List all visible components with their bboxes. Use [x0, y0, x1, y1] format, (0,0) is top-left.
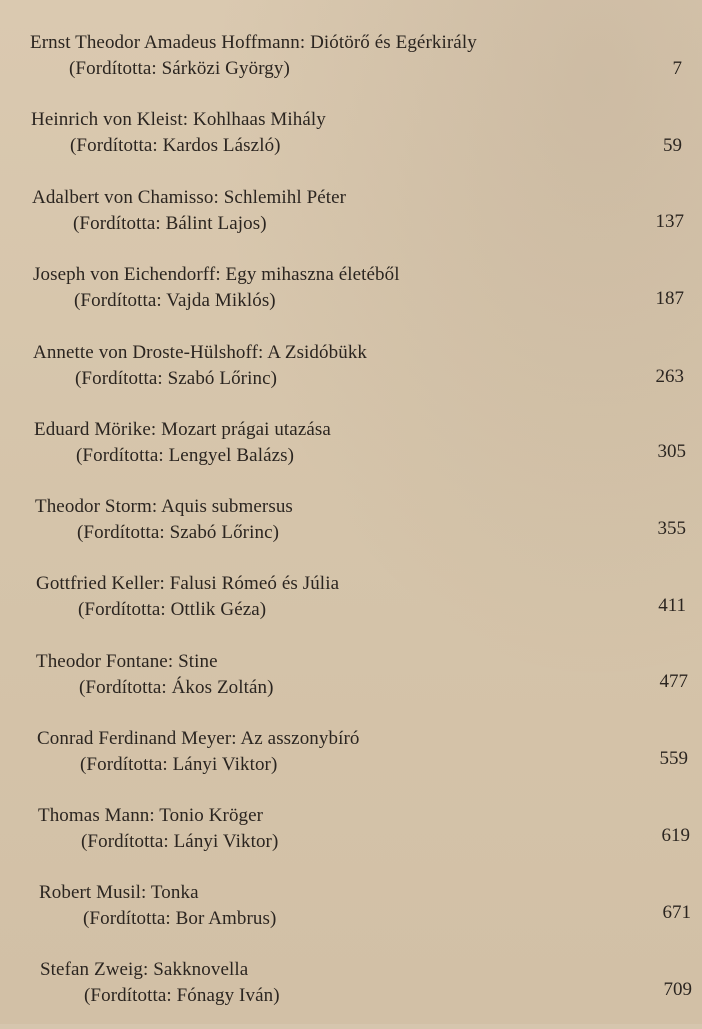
entry-page-number: 137: [655, 211, 684, 232]
author-title-separator: :: [143, 959, 154, 980]
entry-title: Falusi Rómeó és Júlia: [169, 573, 340, 594]
author-title-separator: :: [149, 805, 160, 826]
toc-entry: [0, 264, 702, 334]
entry-translator: (Fordította: Bálint Lajos): [73, 213, 267, 234]
entry-heading: [35, 496, 293, 518]
entry-page-number: 411: [658, 595, 686, 616]
entry-translator: (Fordította: Fónagy Iván): [84, 985, 280, 1006]
entry-title: Tonka: [150, 882, 199, 903]
entry-title: A Zsidóbükk: [267, 342, 368, 363]
entry-author: Robert Musil: [39, 882, 142, 903]
entry-translator: (Fordította: Szabó Lőrinc): [75, 368, 278, 389]
entry-page-number: 559: [659, 748, 688, 769]
toc-entry: [0, 187, 702, 257]
author-title-separator: :: [167, 651, 179, 672]
entry-heading: [33, 342, 367, 364]
entry-title: Kohlhaas Mihály: [193, 109, 326, 130]
entry-page-number: 477: [659, 671, 688, 692]
entry-author: Stefan Zweig: [40, 959, 144, 980]
entry-page-number: 263: [655, 366, 684, 387]
author-title-separator: :: [182, 109, 193, 130]
entry-translator: (Fordította: Kardos László): [70, 135, 281, 156]
author-title-separator: :: [299, 32, 311, 53]
entry-author: Thomas Mann: [38, 805, 150, 826]
entry-heading: [32, 187, 346, 209]
entry-heading: [38, 805, 263, 827]
entry-translator: (Fordította: Bor Ambrus): [83, 908, 277, 929]
author-title-separator: :: [231, 728, 241, 749]
entry-translator: (Fordította: Lányi Viktor): [80, 754, 278, 775]
entry-page-number: 709: [663, 979, 692, 1000]
entry-author: Annette von Droste-Hülshoff: [33, 342, 259, 363]
entry-heading: [36, 573, 339, 595]
entry-author: Gottfried Keller: [36, 573, 160, 594]
entry-author: Conrad Ferdinand Meyer: [37, 728, 232, 749]
toc-entry: [0, 728, 702, 798]
author-title-separator: :: [213, 187, 224, 208]
toc-entry: [0, 805, 702, 875]
entry-page-number: 305: [657, 441, 686, 462]
entry-heading: [31, 109, 326, 131]
entry-heading: [34, 419, 331, 441]
entry-title: Stine: [178, 651, 218, 672]
entry-heading: [30, 32, 477, 54]
entry-page-number: 59: [663, 135, 682, 156]
toc-entry: [0, 882, 702, 952]
entry-author: Theodor Storm: [35, 496, 152, 517]
toc-entry: [0, 342, 702, 412]
entry-author: Joseph von Eichendorff: [33, 264, 216, 285]
entry-translator: (Fordította: Lányi Viktor): [81, 831, 279, 852]
entry-page-number: 187: [655, 288, 684, 309]
toc-entry: [0, 32, 702, 102]
entry-page-number: 7: [672, 58, 682, 79]
entry-translator: (Fordította: Vajda Miklós): [74, 290, 276, 311]
entry-heading: [36, 651, 218, 673]
entry-title: Diótörő és Egérkirály: [310, 32, 477, 53]
toc-entry: [0, 651, 702, 721]
entry-translator: (Fordította: Sárközi György): [69, 58, 290, 79]
entry-title: Aquis submersus: [161, 496, 293, 517]
entry-author: Eduard Mörike: [34, 419, 151, 440]
entry-heading: [40, 959, 248, 981]
toc-entry: [0, 496, 702, 566]
toc-entry: [0, 419, 702, 489]
author-title-separator: :: [258, 342, 268, 363]
entry-author: Theodor Fontane: [36, 651, 168, 672]
toc-entry: [0, 109, 702, 179]
entry-translator: (Fordította: Ákos Zoltán): [79, 677, 274, 698]
entry-title: Sakknovella: [153, 959, 249, 980]
entry-title: Mozart prágai utazása: [161, 419, 331, 440]
entry-title: Tonio Kröger: [159, 805, 264, 826]
entry-heading: [37, 728, 360, 750]
toc-entry: [0, 573, 702, 643]
entry-translator: (Fordította: Ottlik Géza): [78, 599, 267, 620]
entry-title: Schlemihl Péter: [223, 187, 347, 208]
entry-translator: (Fordította: Lengyel Balázs): [76, 445, 295, 466]
entry-heading: [39, 882, 199, 904]
entry-page-number: 671: [662, 902, 691, 923]
entry-translator: (Fordította: Szabó Lőrinc): [77, 522, 280, 543]
entry-title: Egy mihaszna életéből: [225, 264, 400, 285]
author-title-separator: :: [159, 573, 170, 594]
author-title-separator: :: [215, 264, 226, 285]
entry-author: Adalbert von Chamisso: [32, 187, 214, 208]
entry-author: Heinrich von Kleist: [31, 109, 183, 130]
author-title-separator: :: [151, 496, 162, 517]
author-title-separator: :: [141, 882, 151, 903]
entry-page-number: 355: [657, 518, 686, 539]
entry-title: Az asszonybíró: [240, 728, 360, 749]
toc-entry: [0, 959, 702, 1029]
entry-page-number: 619: [661, 825, 690, 846]
entry-heading: [33, 264, 400, 286]
entry-author: Ernst Theodor Amadeus Hoffmann: [30, 32, 300, 53]
author-title-separator: :: [150, 419, 162, 440]
